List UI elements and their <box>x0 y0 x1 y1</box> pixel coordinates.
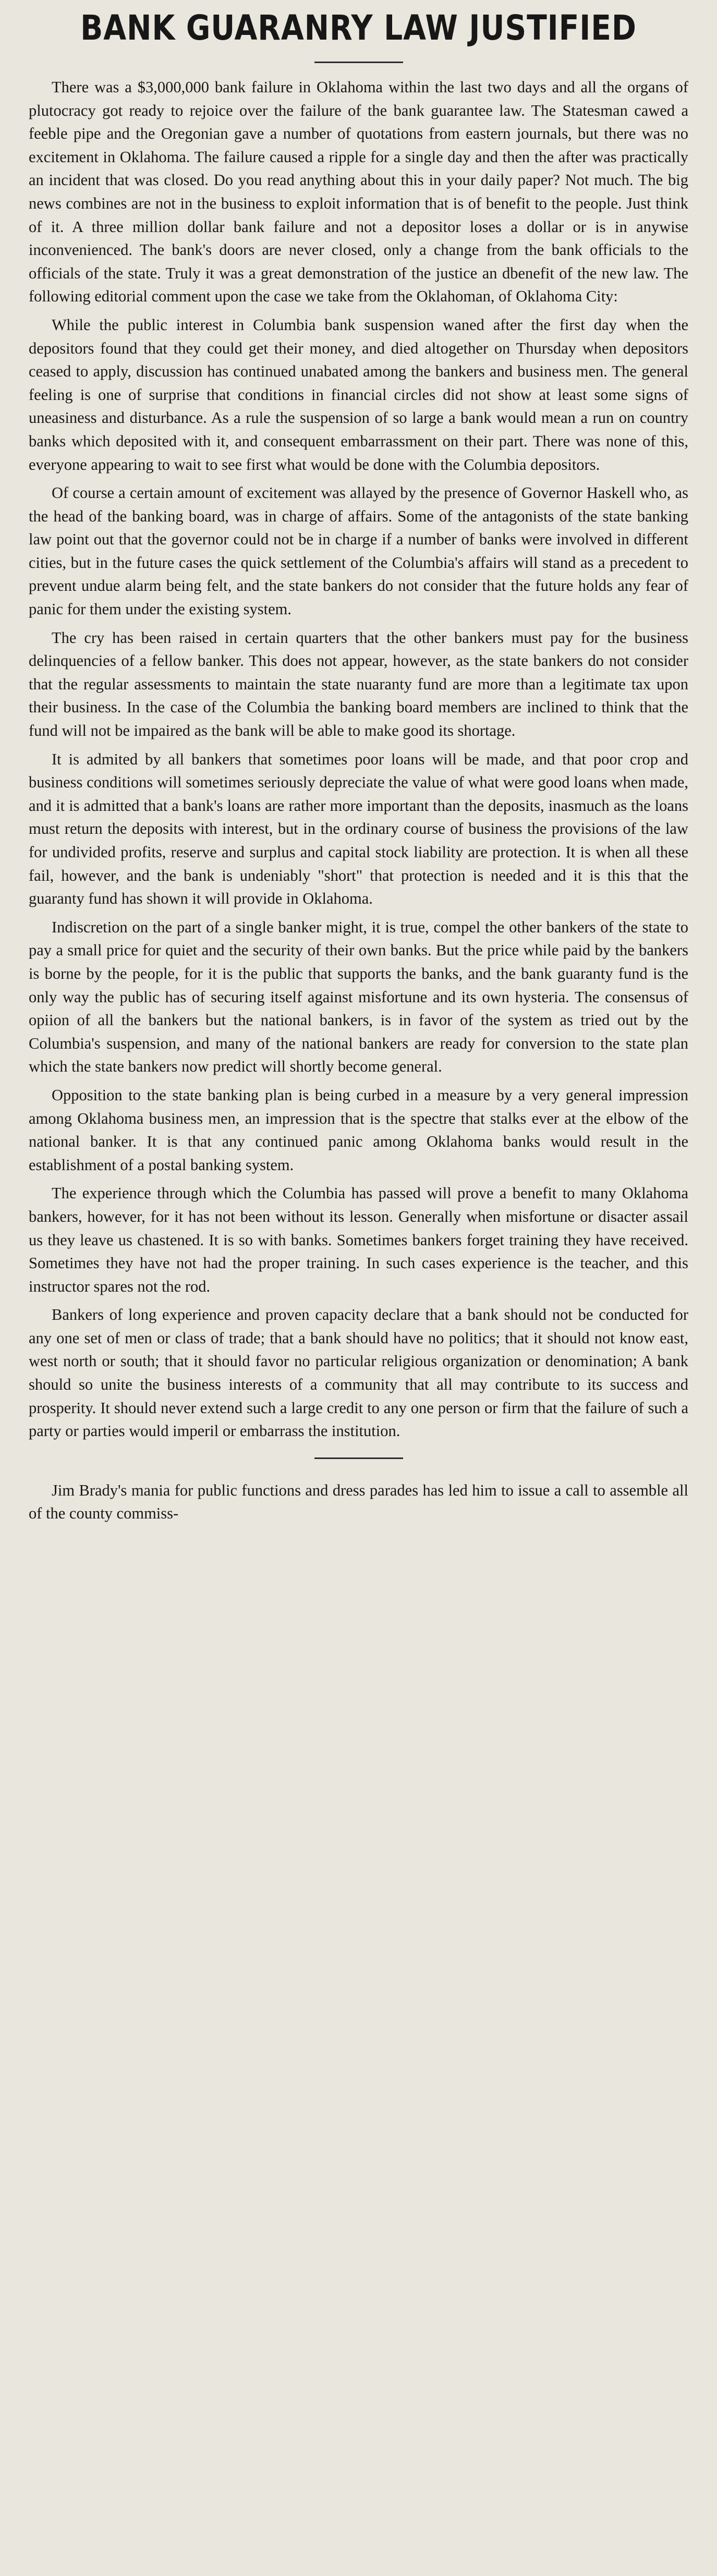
article-column <box>29 6 688 1525</box>
paragraph-2: While the public interest in Columbia bank suspension waned after the first day when the depositors found that they could get their money, and died altogether on Thursday when depositors ceased to apply, discussion has continued unabated among the bankers and business men. The general feeling is one of surprise that conditions in financial circles did not show at least some signs of uneasiness and disturbance. As a rule the suspension of so large a bank would mean a run on country banks which deposited with it, and consequent embarrassment on their part. There was none of this, everyone appearing to wait to see first what would be done with the Columbia depositors. <box>29 315 688 473</box>
headline-rule <box>314 62 403 63</box>
next-story <box>29 1479 688 1525</box>
article-headline: BANK GUARANRY LAW JUSTIFIED <box>80 8 637 48</box>
next-story-text: Jim Brady's mania for public functions and dress parades has led him to issue a call to assemble all of the county commiss- <box>29 1481 688 1523</box>
paragraph-5: It is admited by all bankers that sometimes poor loans will be made, and that poor crop and business conditions will sometimes seriously depreciate the value of what were good loans when made, and it is admitted that a bank's loans are rather more important than the deposits, inasmuch as the loans must return the deposits with interest, but in the ordinary course of business the provisions of the law for undivided profits, reserve and surplus and capital stock liability are protection. It is when all these fail, however, and the bank is undeniably "short" that protection is needed and it is this that the guaranty fund has shown it will provide in Oklahoma. <box>29 750 688 908</box>
paragraph-1: There was a $3,000,000 bank failure in Oklahoma within the last two days and all the organs of plutocracy got ready to rejoice over the failure of the bank guarantee law. The Statesman cawed a feeble pipe and the Oregonian gave a number of quotations from eastern journals, but there was no excitement in Oklahoma. The failure caused a ripple for a single day and then the after was practically an incident that was closed. Do you read anything about this in your daily paper? Not much. The big news combines are not in the business to exploit information that is of benefit to the people. Just think of it. A three million dollar bank failure and not a depositor loses a dollar or is in anywise inconvenienced. The bank's doors are never closed, only a change from the bank officials to the officials of the state. Truly it was a great demonstration of the justice an dbenefit of the new law. The following editorial comment upon the case we take from the Oklahoman, of Oklahoma City: <box>29 78 688 306</box>
paragraph-7: Opposition to the state banking plan is being curbed in a measure by a very general impression among Oklahoma business men, an impression that is the spectre that stalks ever at the elbow of the national banker. It is that any continued panic among Oklahoma banks would result in the establishment of a postal banking system. <box>29 1086 688 1174</box>
page-bottom-edge <box>0 2567 717 2576</box>
paragraph-9: Bankers of long experience and proven capacity declare that a bank should not be conducted for any one set of men or class of trade; that a bank should have no politics; that it should not know east, west north or south; that it should favor no particular religious organization or denomination; A bank should so unite the business interests of a community that all may contribute to its success and prosperity. It should never extend such a large credit to any one person or firm that the failure of such a party or parties would imperil or embarrass the institution. <box>29 1306 688 1440</box>
paragraph-8: The experience through which the Columbia has passed will prove a benefit to many Oklahoma bankers, however, for it has not been without its lesson. Generally when misfortune or disacter assail us they leave us chastened. It is so with banks. Sometimes bankers forget training they have received. Sometimes they have not had the proper training. In such cases experience is the teacher, and this instructor spares not the rod. <box>29 1184 688 1295</box>
paragraph-3: Of course a certain amount of excitement was allayed by the presence of Governor Haskell who, as the head of the banking board, was in charge of affairs. Some of the antagonists of the state banking law point out that the governor could not be in charge if a number of banks were involved in different cities, but in the future cases the quick settlement of the Columbia's affairs will stand as a precedent to prevent undue alarm being felt, and the state bankers do not consider that the future holds any fear of panic for them under the existing system. <box>29 484 688 618</box>
paragraph-4: The cry has been raised in certain quarters that the other bankers must pay for the business delinquencies of a fellow banker. This does not appear, however, as the state bankers do not consider that the regular assessments to maintain the state nuaranty fund are more than a legitimate tax upon their business. In the case of the Columbia the banking board members are inclined to think that the fund will not be impaired as the bank will be able to make good its shortage. <box>29 628 688 740</box>
article-end-rule <box>314 1457 403 1459</box>
paragraph-6: Indiscretion on the part of a single banker might, it is true, compel the other bankers of the state to pay a small price for quiet and the security of their own banks. But the price while paid by the bankers is borne by the people, for it is the public that supports the banks, and the bank guaranty fund is the only way the public has of securing itself against misfortune and its own hysteria. The consensus of opiion of all the bankers but the national bankers, is in favor of the system as tried out by the Columbia's suspension, and many of the national bankers are ready for conversion to the state plan which the state bankers now predict will shortly become general. <box>29 918 688 1076</box>
article-body <box>29 76 688 1443</box>
